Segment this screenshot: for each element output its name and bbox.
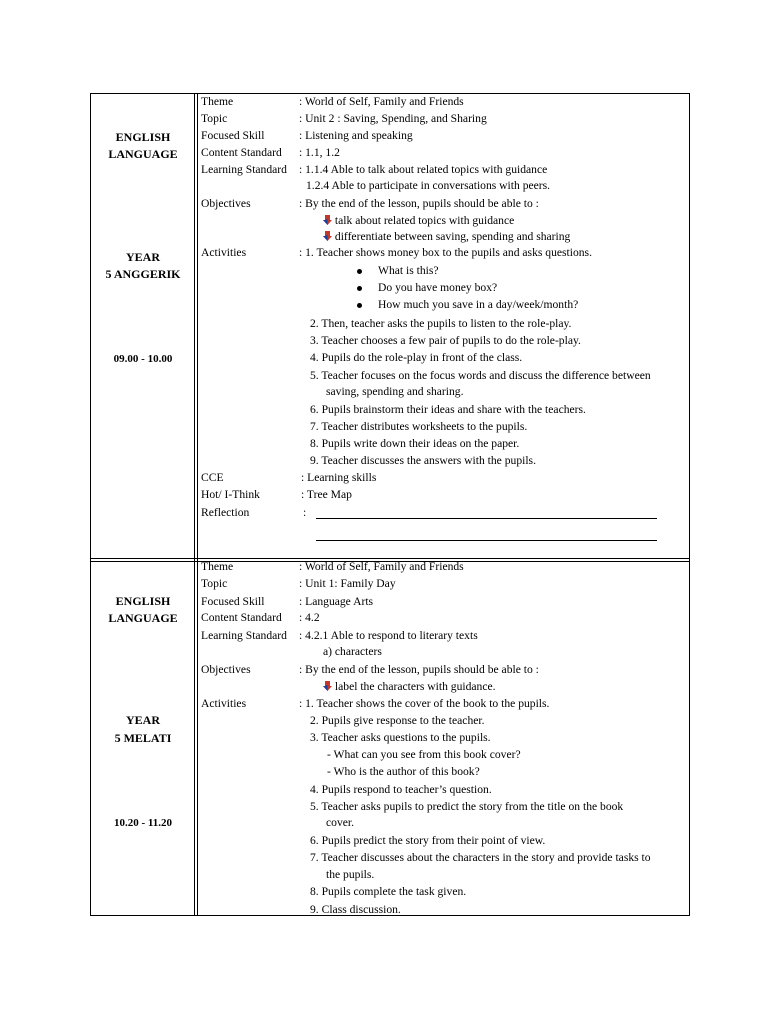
class-name: 5 ANGGERIK: [105, 267, 181, 281]
activity-item: 6. Pupils predict the story from their point of view.: [310, 834, 546, 847]
objective-item: differentiate between saving, spending and sharing: [323, 230, 570, 244]
activity-item: 7. Teacher distributes worksheets to the pupils.: [310, 420, 528, 433]
learning-standard-label: Learning Standard: [201, 163, 287, 176]
skill-label: Focused Skill: [201, 595, 265, 608]
activity-item-continued: the pupils.: [326, 868, 375, 881]
subject-line-2: LANGUAGE: [108, 147, 178, 161]
topic-value: : Unit 1: Family Day: [299, 577, 396, 590]
learning-standard-line: 1.2.4 Able to participate in conversations with peers.: [306, 179, 551, 192]
activities-label: Activities: [201, 697, 247, 710]
activity-item: 6. Pupils brainstorm their ideas and share with the teachers.: [310, 403, 586, 416]
reflection-line: [316, 518, 657, 519]
subject-line-1: ENGLISH: [115, 130, 171, 144]
time-slot: 09.00 - 10.00: [113, 353, 173, 365]
objective-item: talk about related topics with guidance: [323, 214, 514, 228]
activity-item: 4. Pupils respond to teacher’s question.: [310, 783, 492, 796]
activity-item: 5. Teacher asks pupils to predict the story from the title on the book: [310, 800, 624, 813]
theme-label: Theme: [201, 95, 234, 108]
skill-value: : Language Arts: [299, 595, 374, 608]
bullet-icon: [357, 286, 362, 291]
learning-standard-line: a) characters: [323, 645, 382, 658]
content-standard-value: : 4.2: [299, 611, 320, 624]
activity-item: 5. Teacher focuses on the focus words and discuss the difference between: [310, 369, 651, 382]
activity-item: 8. Pupils write down their ideas on the paper.: [310, 437, 520, 450]
activity-item: 2. Pupils give response to the teacher.: [310, 714, 485, 727]
activity-item: 9. Teacher discusses the answers with the pupils.: [310, 454, 536, 467]
objectives-intro: : By the end of the lesson, pupils should be able to :: [299, 197, 539, 210]
activity-item: 3. Teacher chooses a few pair of pupils to do the role-play.: [310, 334, 581, 347]
reflection-label: Reflection: [201, 506, 250, 519]
topic-label: Topic: [201, 577, 228, 590]
column-divider: [197, 94, 198, 915]
activity-question: How much you save in a day/week/month?: [378, 298, 579, 311]
activity-item: 3. Teacher asks questions to the pupils.: [310, 731, 491, 744]
objective-item: label the characters with guidance.: [323, 680, 496, 694]
class-name: 5 MELATI: [114, 731, 172, 745]
activity-item-continued: cover.: [326, 816, 355, 829]
content-standard-value: : 1.1, 1.2: [299, 146, 340, 159]
learning-standard-line: : 4.2.1 Able to respond to literary texts: [299, 629, 478, 642]
theme-label: Theme: [201, 560, 234, 573]
activities-label: Activities: [201, 246, 247, 259]
hot-value: : Tree Map: [301, 488, 352, 501]
column-divider: [194, 94, 195, 915]
cce-value: : Learning skills: [301, 471, 377, 484]
subject-line-1: ENGLISH: [115, 594, 171, 608]
activity-item-continued: saving, spending and sharing.: [326, 385, 464, 398]
activity-item: 2. Then, teacher asks the pupils to listen to the role-play.: [310, 317, 572, 330]
subject-line-2: LANGUAGE: [108, 611, 178, 625]
activity-item: 4. Pupils do the role-play in front of the class.: [310, 351, 523, 364]
content-standard-label: Content Standard: [201, 611, 282, 624]
learning-standard-line: : 1.1.4 Able to talk about related topics with guidance: [299, 163, 548, 176]
activity-item: 7. Teacher discusses about the characters in the story and provide tasks to: [310, 851, 651, 864]
objectives-intro: : By the end of the lesson, pupils should be able to :: [299, 663, 539, 676]
skill-value: : Listening and speaking: [299, 129, 413, 142]
cce-label: CCE: [201, 471, 224, 484]
hot-label: Hot/ I-Think: [201, 488, 260, 501]
topic-label: Topic: [201, 112, 228, 125]
content-standard-label: Content Standard: [201, 146, 282, 159]
activity-question: Do you have money box?: [378, 281, 498, 294]
row-divider: [91, 558, 689, 559]
bullet-icon: [357, 269, 362, 274]
activity-question: What is this?: [378, 264, 439, 277]
year-line-1: YEAR: [125, 713, 160, 727]
skill-label: Focused Skill: [201, 129, 265, 142]
lesson-plan-table: [90, 93, 690, 916]
activity-item: 8. Pupils complete the task given.: [310, 885, 467, 898]
activity-item: : 1. Teacher shows the cover of the book to the pupils.: [299, 697, 550, 710]
time-slot: 10.20 - 11.20: [113, 817, 173, 829]
year-line-1: YEAR: [125, 250, 160, 264]
theme-value: : World of Self, Family and Friends: [299, 95, 464, 108]
bullet-icon: [357, 303, 362, 308]
theme-value: : World of Self, Family and Friends: [299, 560, 464, 573]
activity-question: - Who is the author of this book?: [327, 765, 480, 778]
activity-item: 9. Class discussion.: [310, 903, 401, 916]
topic-value: : Unit 2 : Saving, Spending, and Sharing: [299, 112, 487, 125]
objectives-label: Objectives: [201, 663, 251, 676]
reflection-line: [316, 540, 657, 541]
activity-item: : 1. Teacher shows money box to the pupils and asks questions.: [299, 246, 592, 259]
objectives-label: Objectives: [201, 197, 251, 210]
reflection-colon: :: [303, 506, 307, 519]
learning-standard-label: Learning Standard: [201, 629, 287, 642]
activity-question: - What can you see from this book cover?: [327, 748, 521, 761]
